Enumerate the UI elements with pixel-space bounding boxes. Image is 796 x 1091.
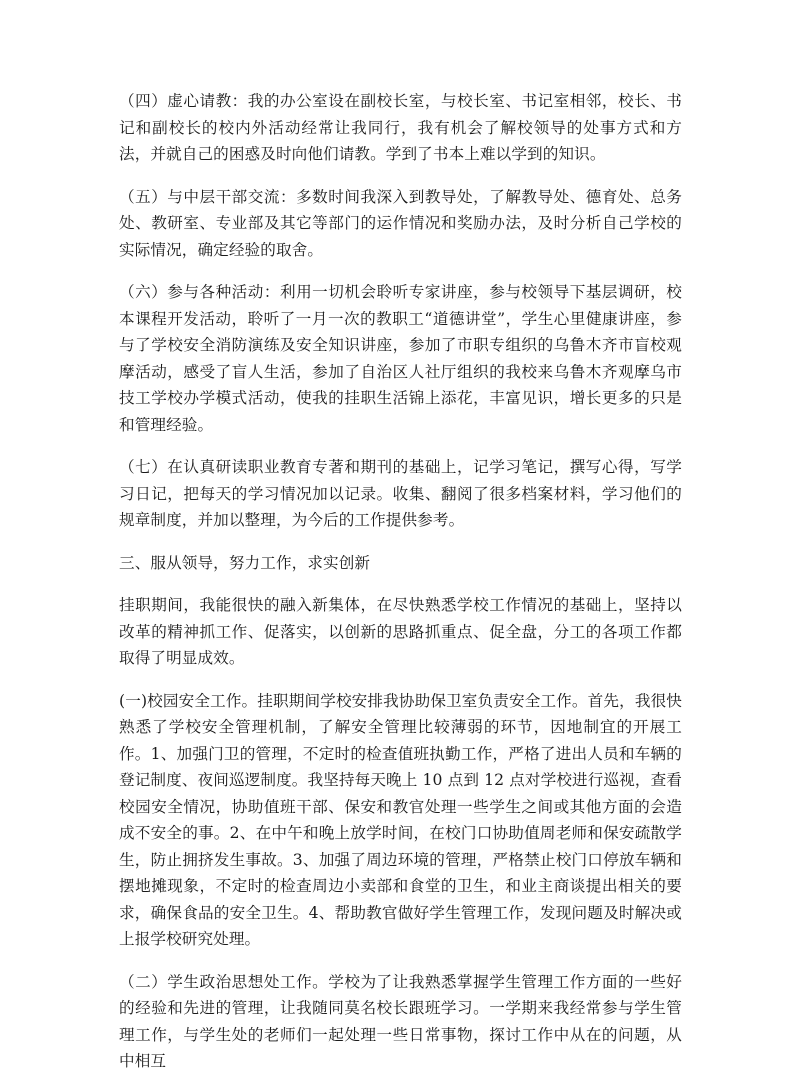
paragraph-middle-cadres: （五）与中层干部交流：多数时间我深入到教导处，了解教导处、德育处、总务处、教研室、专业部及其它等部门的运作情况和奖励办法，及时分析自己学校的实际情况，确定经验的取舍。 — [119, 187, 682, 259]
paragraph-activities: （六）参与各种活动：利用一切机会聆听专家讲座，参与校领导下基层调研，校本课程开发活动，聆听了一月一次的教职工“道德讲堂”，学生心里健康讲座，参与了学校安全消防演练及安全知识讲座，参加了市职专组织的乌鲁木齐市盲校观摩活动，感受了盲人生活，参加了自治区人社厅组织的我校来乌鲁木齐观摩乌市技工学校办学模式活动，使我的挂职生活锦上添花，丰富见识，增长更多的只是和管理经验。 — [119, 283, 682, 434]
paragraph-integration: 挂职期间，我能很快的融入新集体，在尽快熟悉学校工作情况的基础上，坚持以改革的精神抓工作、促落实，以创新的思路抓重点、促全盘，分工的各项工作都取得了明显成效。 — [119, 596, 682, 667]
paragraph-consult-leaders: （四）虚心请教：我的办公室设在副校长室，与校长室、书记室相邻，校长、书记和副校长的校内外活动经常让我同行，我有机会了解校领导的处事方式和方法，并就自己的困惑及时向他们请教。学到了书本上难以学到的知识。 — [119, 92, 682, 163]
section-heading: 三、服从领导，努力工作，求实创新 — [119, 553, 371, 572]
paragraph-campus-safety: (一)校园安全工作。挂职期间学校安排我协助保卫室负责安全工作。首先，我很快熟悉了学校安全管理机制，了解安全管理比较薄弱的环节，因地制宜的开展工作。1、加强门卫的管理，不定时的检查值班执勤工作，严格了进出人员和车辆的登记制度、夜间巡逻制度。我坚持每天晚上 10 点到 12 点对学校进行巡视，查看校园安全情况，协助值班干部、保安和教官处理一些学生之间或其他方面的会造成不安全的事。2、在中午和晚上放学时间，在校门口协助值周老师和保安疏散学生，防止拥挤发生事故。3、加强了周边环境的管理，严格禁止校门口停放车辆和摆地摊现象，不定时的检查周边小卖部和食堂的卫生，和业主商谈提出相关的要求，确保食品的安全卫生。4、帮助教官做好学生管理工作，发现问题及时解决或上报学校研究处理。 — [119, 691, 682, 948]
document-body — [119, 88, 682, 1091]
paragraph-student-affairs: （二）学生政治思想处工作。学校为了让我熟悉掌握学生管理工作方面的一些好的经验和先进的管理，让我随同莫名校长跟班学习。一学期来我经常参与学生管理工作，与学生处的老师们一起处理一些日常事物，探讨工作中从在的问题，从中相互 — [119, 972, 682, 1070]
paragraph-study-notes: （七）在认真研读职业教育专著和期刊的基础上，记学习笔记，撰写心得，写学习日记，把每天的学习情况加以记录。收集、翻阅了很多档案材料，学习他们的规章制度，并加以整理，为今后的工作提供参考。 — [119, 458, 682, 529]
